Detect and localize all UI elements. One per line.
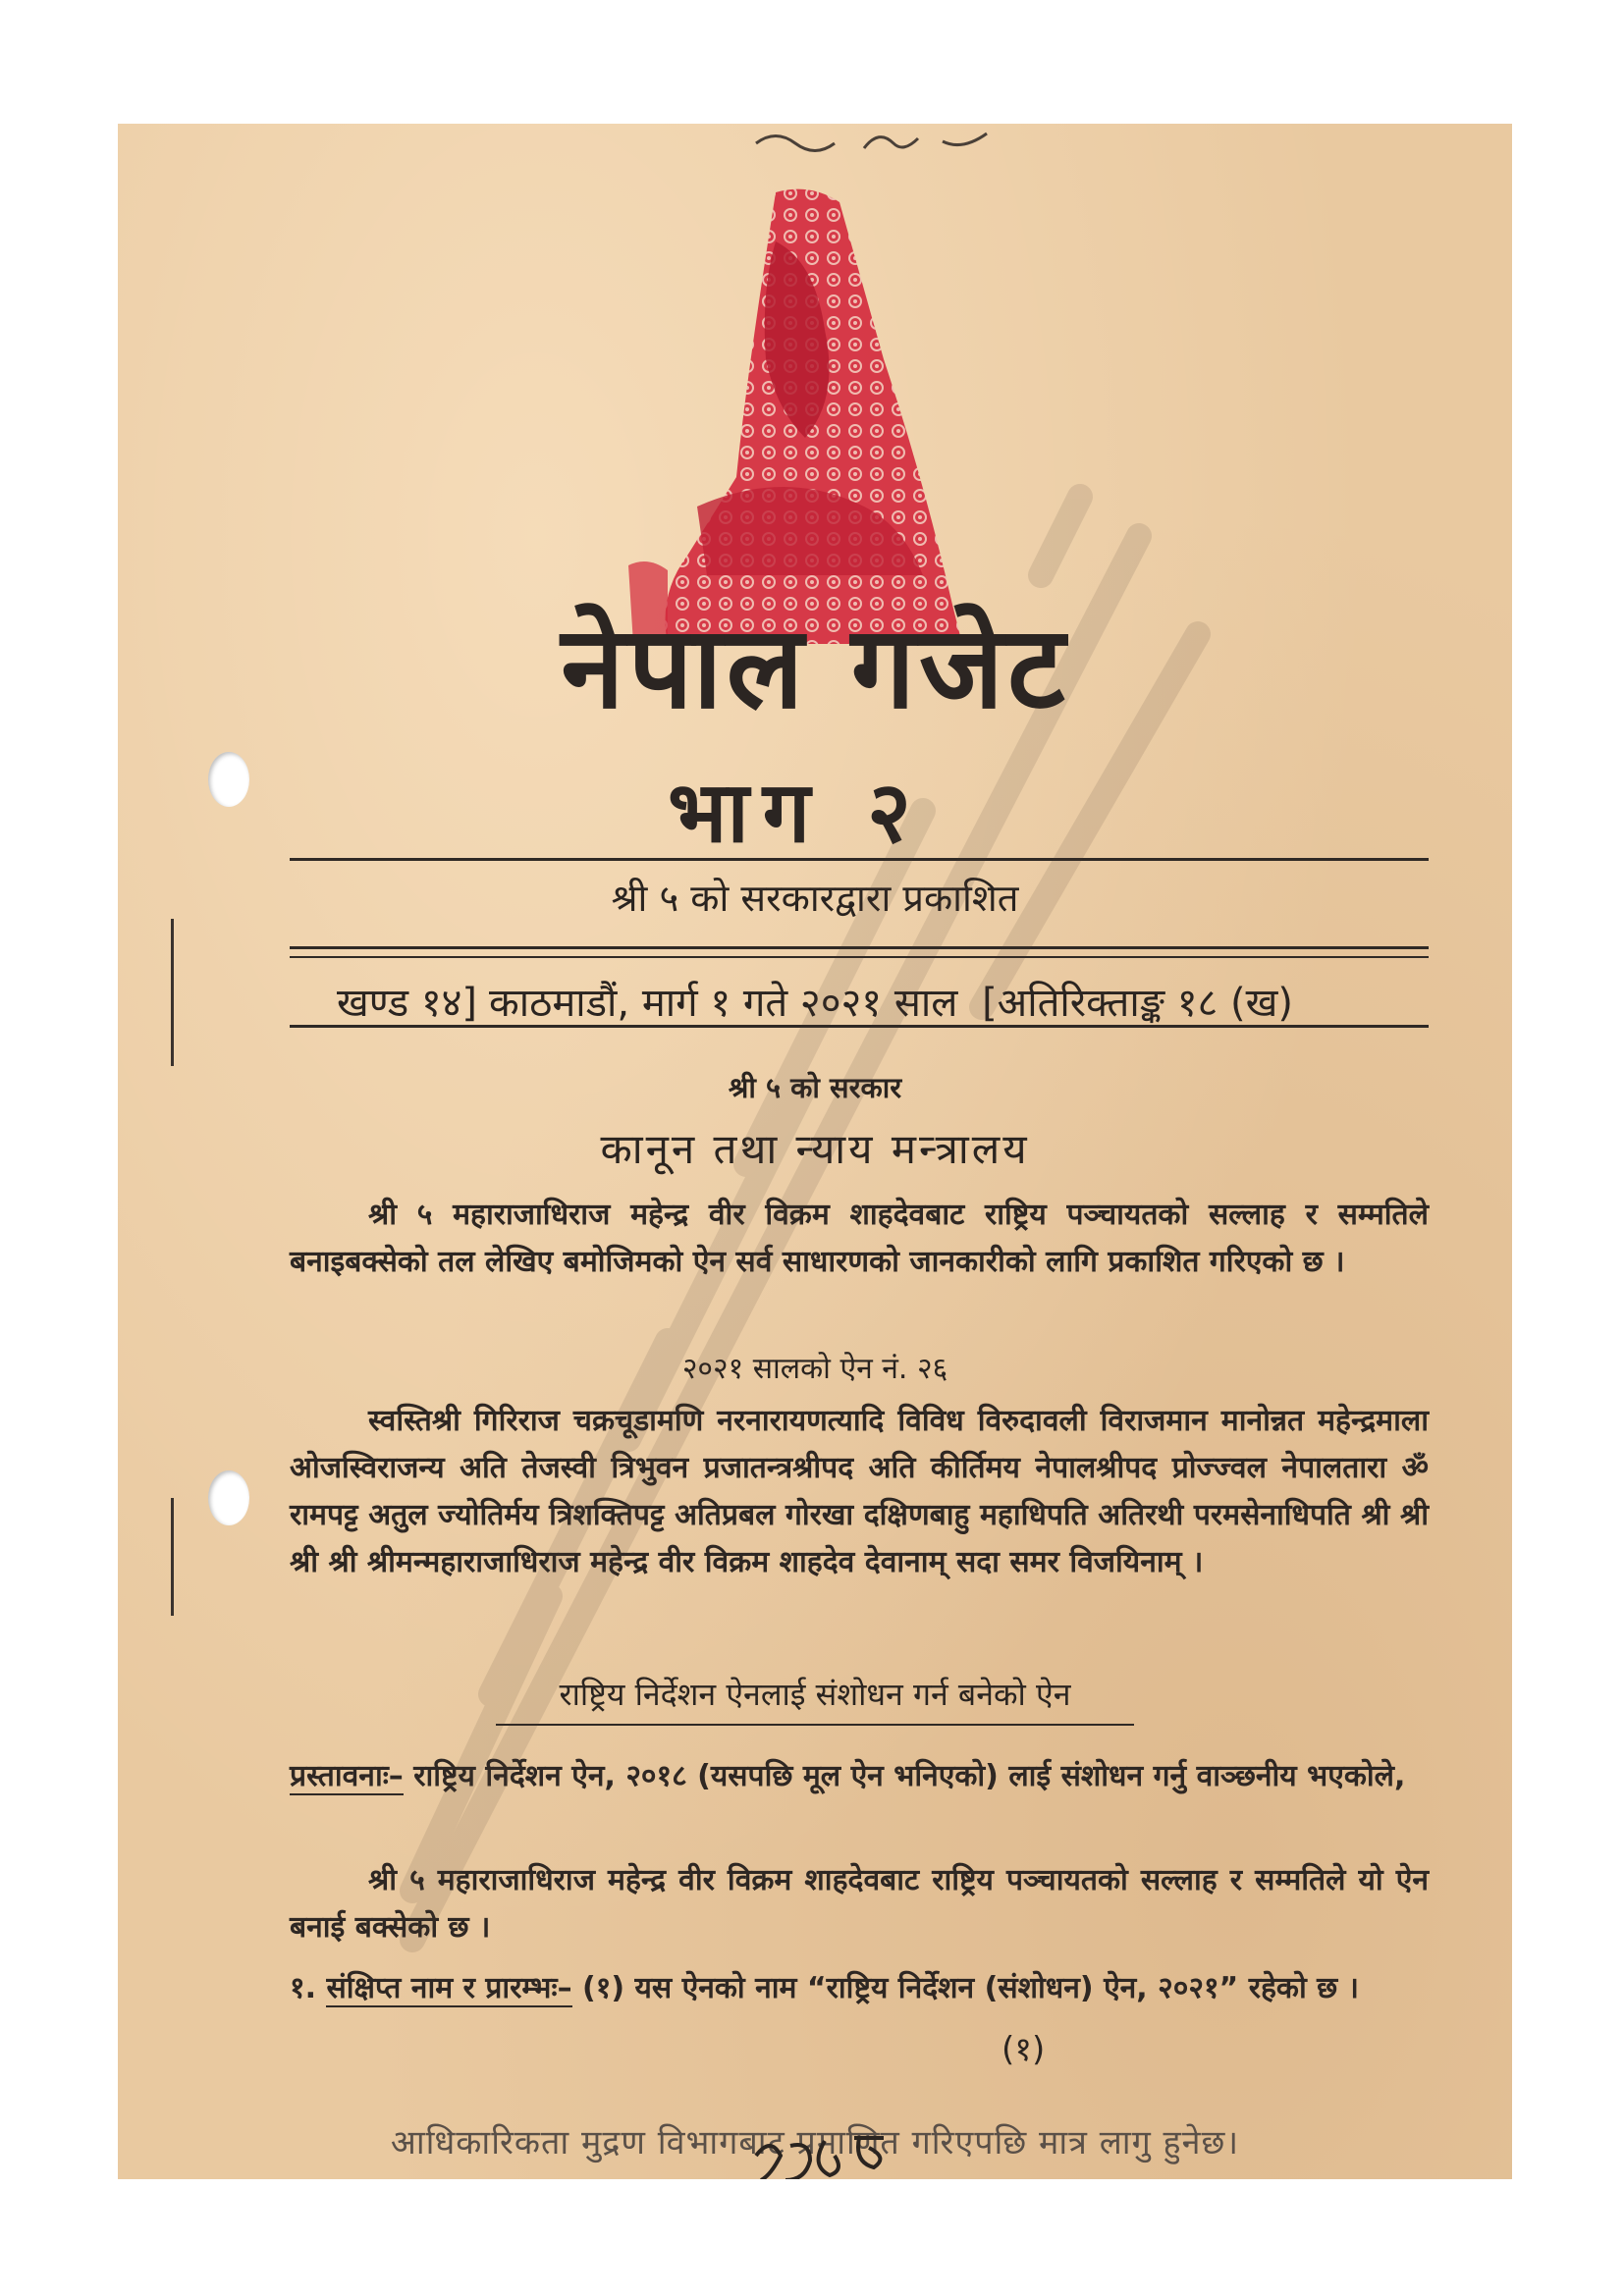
issue-number: [अतिरिक्ताङ्क १८ (ख) bbox=[982, 981, 1293, 1026]
gazette-part: भाग २ bbox=[668, 764, 925, 862]
government-heading: श्री ५ को सरकार bbox=[728, 1071, 902, 1104]
punch-hole-top bbox=[208, 752, 249, 807]
act-title: राष्ट्रिय निर्देशन ऐनलाई संशोधन गर्न बनेको ऐन bbox=[559, 1676, 1071, 1713]
intro-paragraph: श्री ५ महाराजाधिराज महेन्द्र वीर विक्रम शाहदेवबाट राष्ट्रिय पञ्चायतको सल्लाह र सम्मतिले बनाइबक्सेको तल लेखिए बमोजिमको ऐन सर्व साधारणको जानकारीको लागि प्रकाशित गरिएको छ । bbox=[290, 1198, 1429, 1279]
handwritten-scribble bbox=[746, 124, 1001, 163]
section-number: १. bbox=[290, 1971, 316, 2005]
act-title-underline bbox=[496, 1724, 1134, 1726]
margin-pencil-mark bbox=[171, 1498, 174, 1616]
footer-note: आधिकारिकता मुद्रण विभागबाट प्रमाणित गरिएपछि मात्र लागु हुनेछ। bbox=[390, 2123, 1240, 2163]
volume-number: खण्ड १४] bbox=[337, 981, 478, 1026]
place-date: काठमाडौं, मार्ग १ गते २०२१ साल bbox=[489, 981, 958, 1026]
divider bbox=[290, 956, 1429, 958]
state-emblem-stamp bbox=[628, 183, 1001, 644]
page-number: (१) bbox=[1001, 2030, 1046, 2069]
divider bbox=[290, 1025, 1429, 1028]
handwritten-number bbox=[746, 2126, 903, 2179]
punch-hole-bottom bbox=[208, 1470, 249, 1525]
dateline bbox=[118, 974, 1512, 1028]
act-number: २०२१ सालको ऐन नं. २६ bbox=[681, 1352, 948, 1386]
ministry-heading: कानून तथा न्याय मन्त्रालय bbox=[600, 1125, 1030, 1173]
royal-titles-paragraph: स्वस्तिश्री गिरिराज चक्रचूडामणि नरनारायणत्यादि विविध विरुदावली विराजमान मानोन्नत महेन्द्रमाला ओजस्विराजन्य अति तेजस्वी त्रिभुवन प्रजातन्त्रश्रीपद अति कीर्तिमय नेपालश्रीपद प्रोज्ज्वल नेपालतारा ॐ रामपट्ट अतुल ज्योतिर्मय त्रिशक्तिपट्ट अतिप्रबल गोरखा दक्षिणबाहु महाधिपति अतिरथी परमसेनाधिपति श्री श्री श्री श्री श्रीमन्महाराजाधिराज महेन्द्र वीर विक्रम शाहदेव देवानाम् सदा समर विजयिनाम् । bbox=[290, 1404, 1429, 1579]
gazette-title: नेपाल गजेट bbox=[561, 602, 1069, 734]
divider bbox=[290, 946, 1429, 949]
divider bbox=[290, 858, 1429, 861]
preamble-text: राष्ट्रिय निर्देशन ऐन, २०१८ (यसपछि मूल ऐन भनिएको) लाई संशोधन गर्नु वाञ्छनीय भएकोले, bbox=[403, 1759, 1406, 1793]
preamble-paragraph bbox=[290, 1753, 1429, 1800]
publisher-line: श्री ५ को सरकारद्वारा प्रकाशित bbox=[611, 877, 1019, 920]
section-text: (१) यस ऐनको नाम “राष्ट्रिय निर्देशन (संशोधन) ऐन, २०२१” रहेको छ । bbox=[571, 1971, 1360, 2005]
enactment-paragraph: श्री ५ महाराजाधिराज महेन्द्र वीर विक्रम शाहदेवबाट राष्ट्रिय पञ्चायतको सल्लाह र सम्मतिले यो ऐन बनाई बक्सेको छ । bbox=[290, 1863, 1429, 1945]
section-label: संक्षिप्त नाम र प्रारम्भः– bbox=[326, 1971, 572, 2005]
section-1 bbox=[290, 1965, 1429, 2012]
preamble-label: प्रस्तावनाः– bbox=[290, 1759, 404, 1793]
gazette-page bbox=[118, 124, 1512, 2179]
